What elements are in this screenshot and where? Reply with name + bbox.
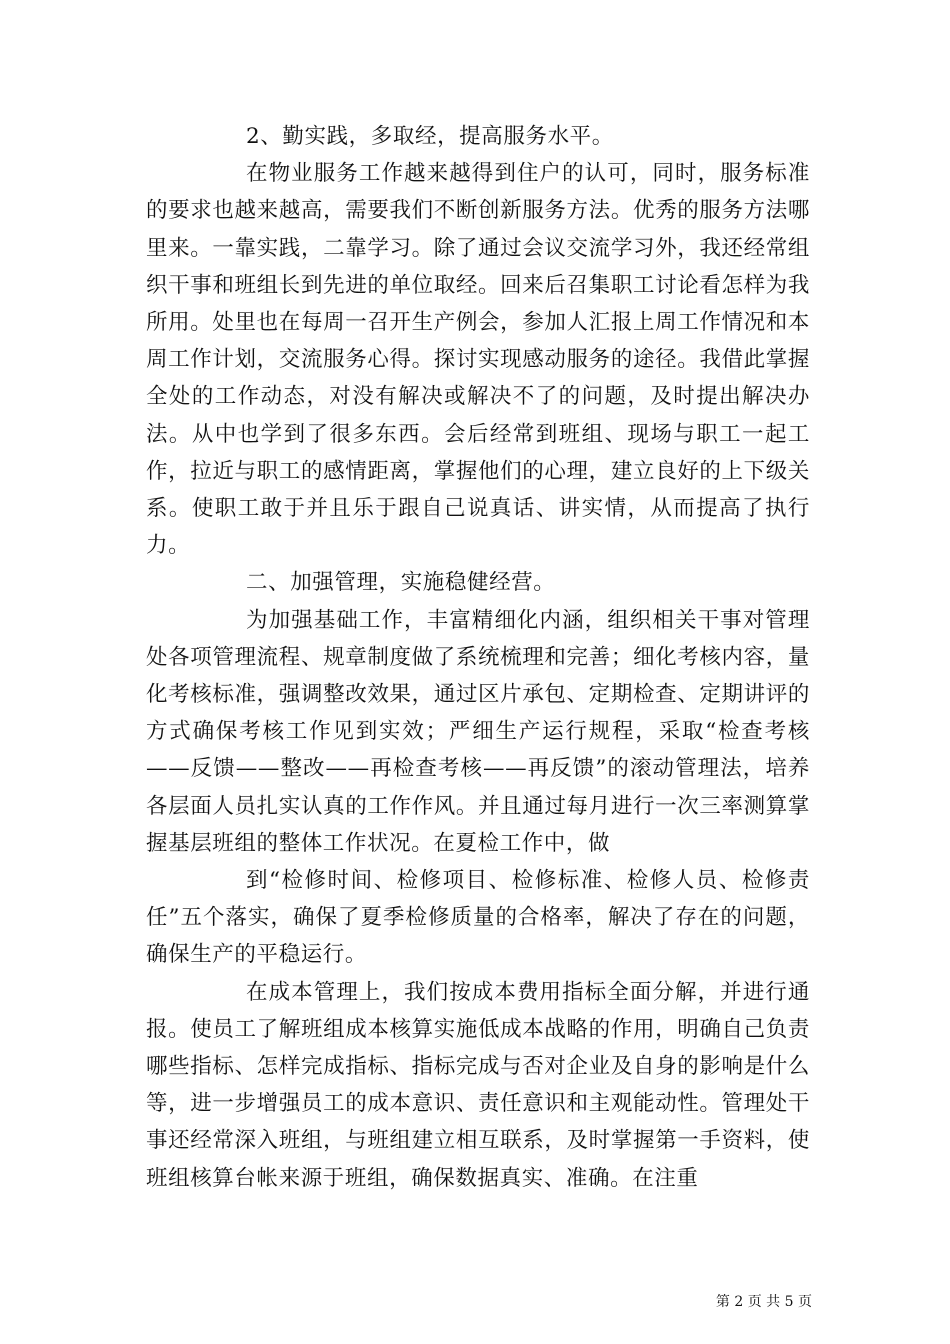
paragraph-management: 为加强基础工作，丰富精细化内涵，组织相关干事对管理处各项管理流程、规章制度做了系统梳理和完善；细化考核内容，量化考核标准，强调整改效果，通过区片承包、定期检查、定期讲评的方式确保考核工作见到实效；严细生产运行规程，采取“检查考核——反馈——整改——再检查考核——再反馈”的滚动管理法，培养各层面人员扎实认真的工作作风。并且通过每月进行一次三率测算掌握基层班组的整体工作状况。在夏检工作中，做 <box>146 607 810 856</box>
paragraph-cost-management: 在成本管理上，我们按成本费用指标全面分解，并进行通报。使员工了解班组成本核算实施低成本战略的作用，明确自己负责哪些指标、怎样完成指标、指标完成与否对企业及自身的影响是什么等，进一步增强员工的成本意识、责任意识和主观能动性。管理处干事还经常深入班组，与班组建立相互联系，及时掌握第一手资料，使班组核算台帐来源于班组，确保数据真实、准确。在注重 <box>146 979 810 1191</box>
section-heading-management: 二、加强管理，实施稳健经营。 <box>246 570 556 596</box>
section-heading-practice: 2、勤实践，多取经，提高服务水平。 <box>246 124 614 149</box>
document-body <box>146 118 810 1197</box>
paragraph-summer-inspection: 到“检修时间、检修项目、检修标准、检修人员、检修责任”五个落实，确保了夏季检修质量的合格率，解决了存在的问题，确保生产的平稳运行。 <box>146 868 810 968</box>
page-number-footer: 第 2 页 共 5 页 <box>715 1294 812 1310</box>
paragraph-practice: 在物业服务工作越来越得到住户的认可，同时，服务标准的要求也越来越高，需要我们不断创新服务方法。优秀的服务方法哪里来。一靠实践，二靠学习。除了通过会议交流学习外，我还经常组织干事和班组长到先进的单位取经。回来后召集职工讨论看怎样为我所用。处里也在每周一召开生产例会，参加人汇报上周工作情况和本周工作计划，交流服务心得。探讨实现感动服务的途径。我借此掌握全处的工作动态，对没有解决或解决不了的问题，及时提出解决办法。从中也学到了很多东西。会后经常到班组、现场与职工一起工作，拉近与职工的感情距离，掌握他们的心理，建立良好的上下级关系。使职工敢于并且乐于跟自己说真话、讲实情，从而提高了执行力。 <box>146 161 810 559</box>
